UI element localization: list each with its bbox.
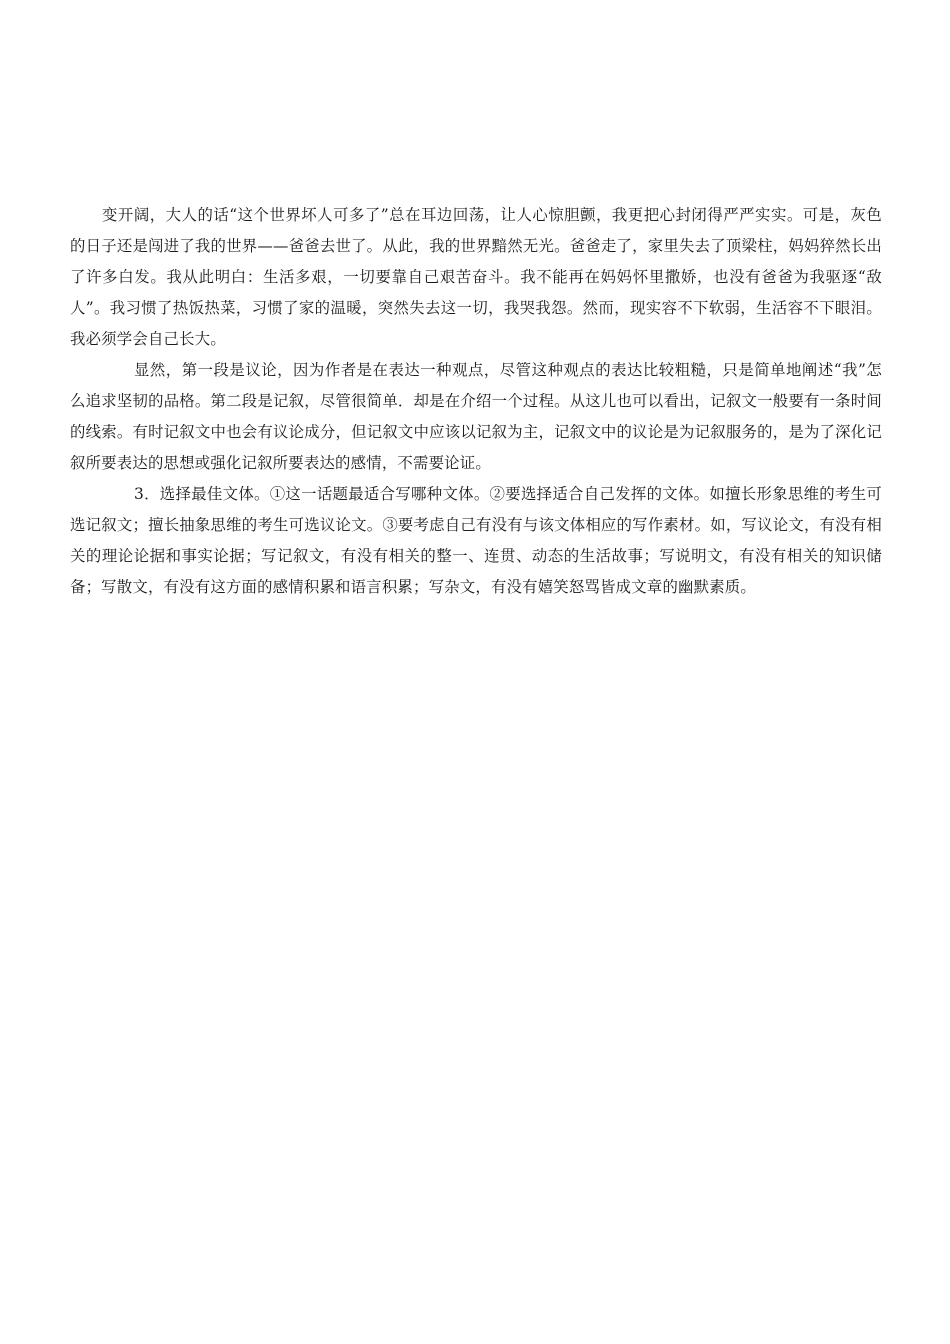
document-body xyxy=(70,200,882,603)
paragraph-choose-genre: 3．选择最佳文体。①这一话题最适合写哪种文体。②要选择适合自己发挥的文体。如擅长形象思维的考生可选记叙文；擅长抽象思维的考生可选议论文。③要考虑自己有没有与该文体相应的写作素材。如，写议论文，有没有相关的理论论据和事实论据；写记叙文，有没有相关的整一、连贯、动态的生活故事；写说明文，有没有相关的知识储备；写散文，有没有这方面的感情积累和语言积累；写杂文，有没有嬉笑怒骂皆成文章的幽默素质。 xyxy=(70,485,882,596)
paragraph-narrative-excerpt: 变开阔，大人的话“这个世界坏人可多了”总在耳边回荡，让人心惊胆颤，我更把心封闭得严严实实。可是，灰色的日子还是闯进了我的世界——爸爸去世了。从此，我的世界黯然无光。爸爸走了，家里失去了顶梁柱，妈妈猝然长出了许多白发。我从此明白：生活多艰，一切要靠自己艰苦奋斗。我不能再在妈妈怀里撒娇，也没有爸爸为我驱逐“敌人”。我习惯了热饭热菜，习惯了家的温暖，突然失去这一切，我哭我怨。然而，现实容不下软弱，生活容不下眼泪。我必须学会自己长大。 xyxy=(70,206,882,348)
paragraph-analysis: 显然，第一段是议论，因为作者是在表达一种观点，尽管这种观点的表达比较粗糙，只是简单地阐述“我”怎么追求坚韧的品格。第二段是记叙，尽管很简单．却是在介绍一个过程。从这儿也可以看出，记叙文一般要有一条时间的线索。有时记叙文中也会有议论成分，但记叙文中应该以记叙为主，记叙文中的议论是为记叙服务的，是为了深化记叙所要表达的思想或强化记叙所要表达的感情，不需要论证。 xyxy=(70,361,882,472)
